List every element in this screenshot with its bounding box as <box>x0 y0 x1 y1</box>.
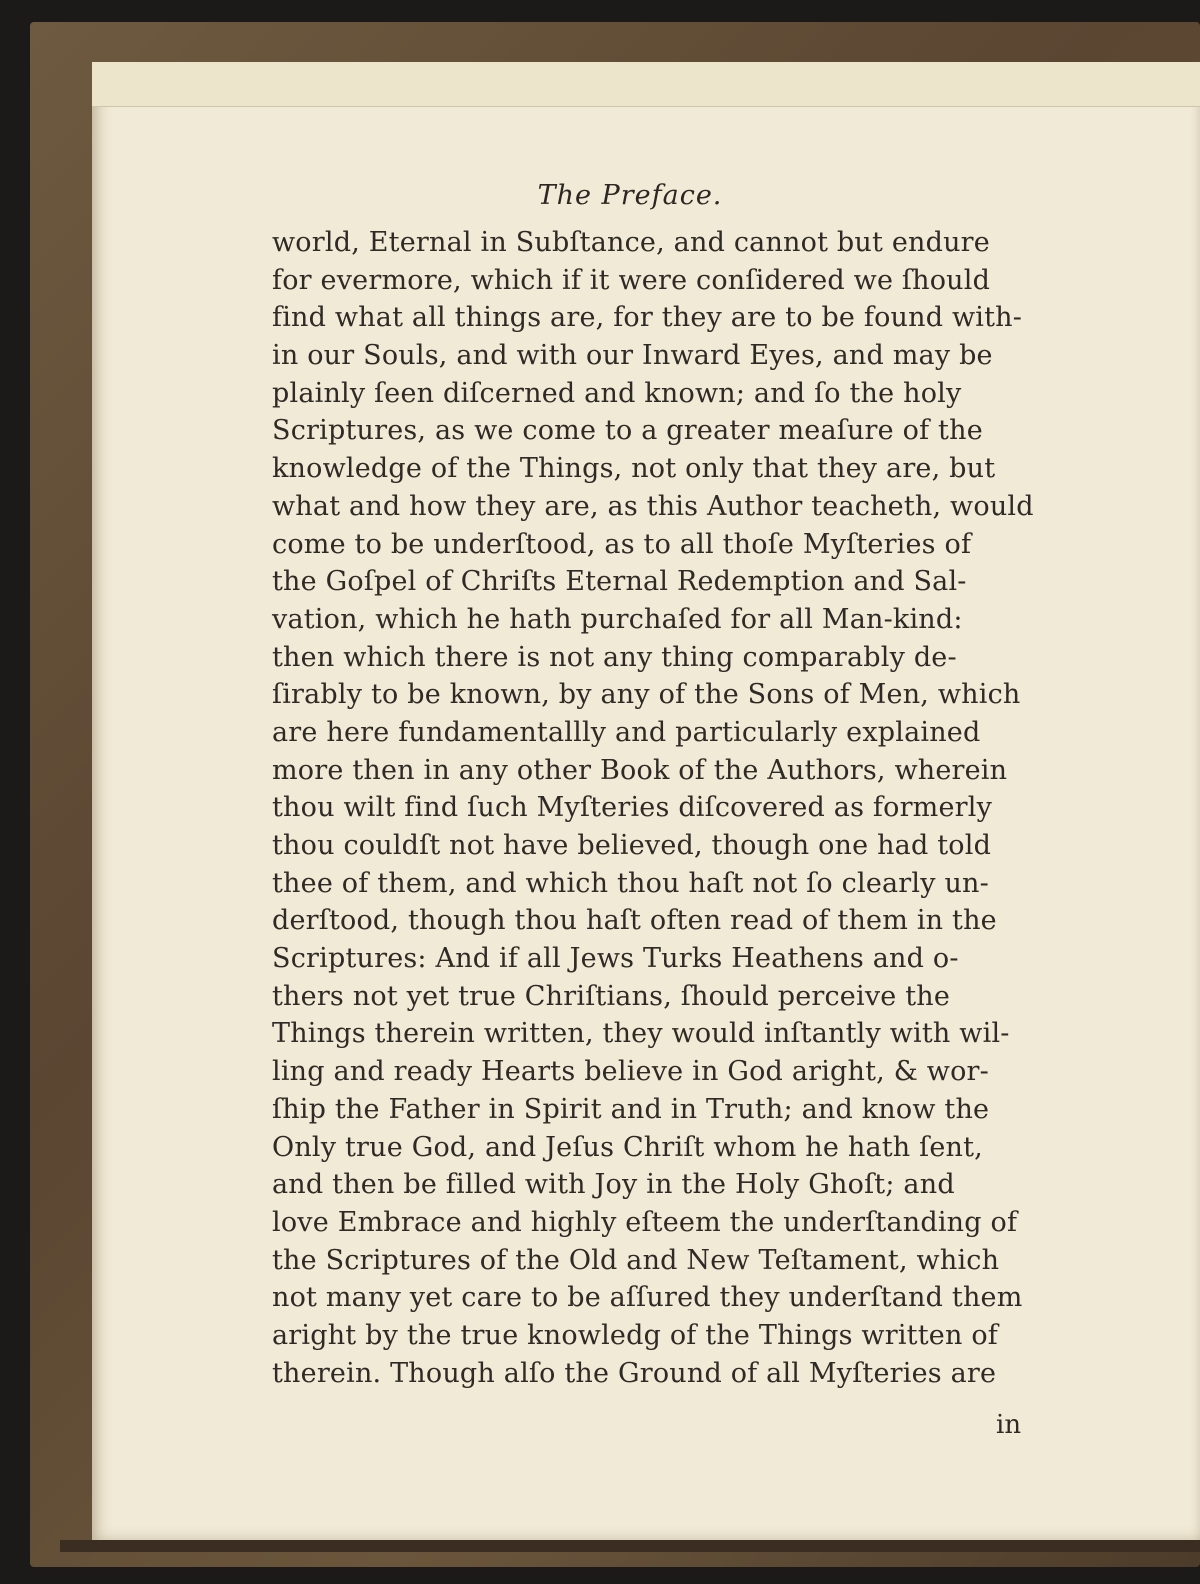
running-head: The Preface. <box>537 180 723 211</box>
text-line: derſtood, though thou haſt often read of them in the <box>272 905 997 937</box>
text-line: and then be filled with Joy in the Holy Ghoſt; and <box>272 1169 955 1201</box>
text-line: aright by the true knowledg of the Things written of <box>272 1319 998 1351</box>
page-leaf-top-edge <box>92 62 1200 107</box>
text-line: Things therein written, they would inſtantly with wil- <box>272 1018 1010 1050</box>
text-line: are here fundamentallly and particularly explained <box>272 716 981 748</box>
text-line: thou couldſt not have believed, though one had told <box>272 830 992 861</box>
text-line: plainly ſeen diſcerned and known; and ſo the holy <box>272 377 962 409</box>
text-line: come to be underſtood, as to all thoſe Myſteries of <box>272 528 972 560</box>
text-line: the Goſpel of Chriſts Eternal Redemption and Sal- <box>272 566 967 598</box>
text-line: knowledge of the Things, not only that they are, but <box>272 453 996 485</box>
text-line: the Scriptures of the Old and New Teſtament, which <box>272 1244 1000 1276</box>
text-line: Scriptures: And if all Jews Turks Heathens and o- <box>272 943 959 975</box>
text-line: not many yet care to be aſſured they underſtand them <box>272 1282 1023 1314</box>
body-text <box>272 224 1034 1392</box>
text-line: Scriptures, as we come to a greater meaſure of the <box>272 415 983 447</box>
catchword: in <box>996 1410 1022 1440</box>
text-line: then which there is not any thing comparably de- <box>272 641 957 673</box>
text-line: thee of them, and which thou haſt not ſo clearly un- <box>272 867 989 899</box>
text-line: in our Souls, and with our Inward Eyes, and may be <box>272 340 993 372</box>
text-line: what and how they are, as this Author teacheth, would <box>272 490 1034 522</box>
text-line: ſhip the Father in Spirit and in Truth; and know the <box>272 1093 990 1125</box>
text-line: love Embrace and highly eſteem the underſtanding of <box>272 1206 1018 1238</box>
text-line: thers not yet true Chriſtians, ſhould perceive the <box>272 980 951 1012</box>
board-edge <box>60 1540 1200 1552</box>
text-line: thou wilt find ſuch Myſteries diſcovered as formerly <box>272 792 993 824</box>
text-line: Only true God, and Jeſus Chriſt whom he hath ſent, <box>272 1131 983 1163</box>
text-line: more then in any other Book of the Authors, wherein <box>272 754 1008 786</box>
text-line: ling and ready Hearts believe in God aright, & wor- <box>272 1056 989 1088</box>
text-line: world, Eternal in Subſtance, and cannot but endure <box>272 227 990 258</box>
text-line: vation, which he hath purchaſed for all Man-kind: <box>272 603 963 635</box>
text-line: for evermore, which if it were conſidered we ſhould <box>272 264 991 296</box>
text-line: ſirably to be known, by any of the Sons of Men, which <box>272 679 1021 711</box>
text-line: therein. Though alſo the Ground of all Myſteries are <box>272 1357 997 1389</box>
text-line: find what all things are, for they are to be found with- <box>272 302 1023 334</box>
